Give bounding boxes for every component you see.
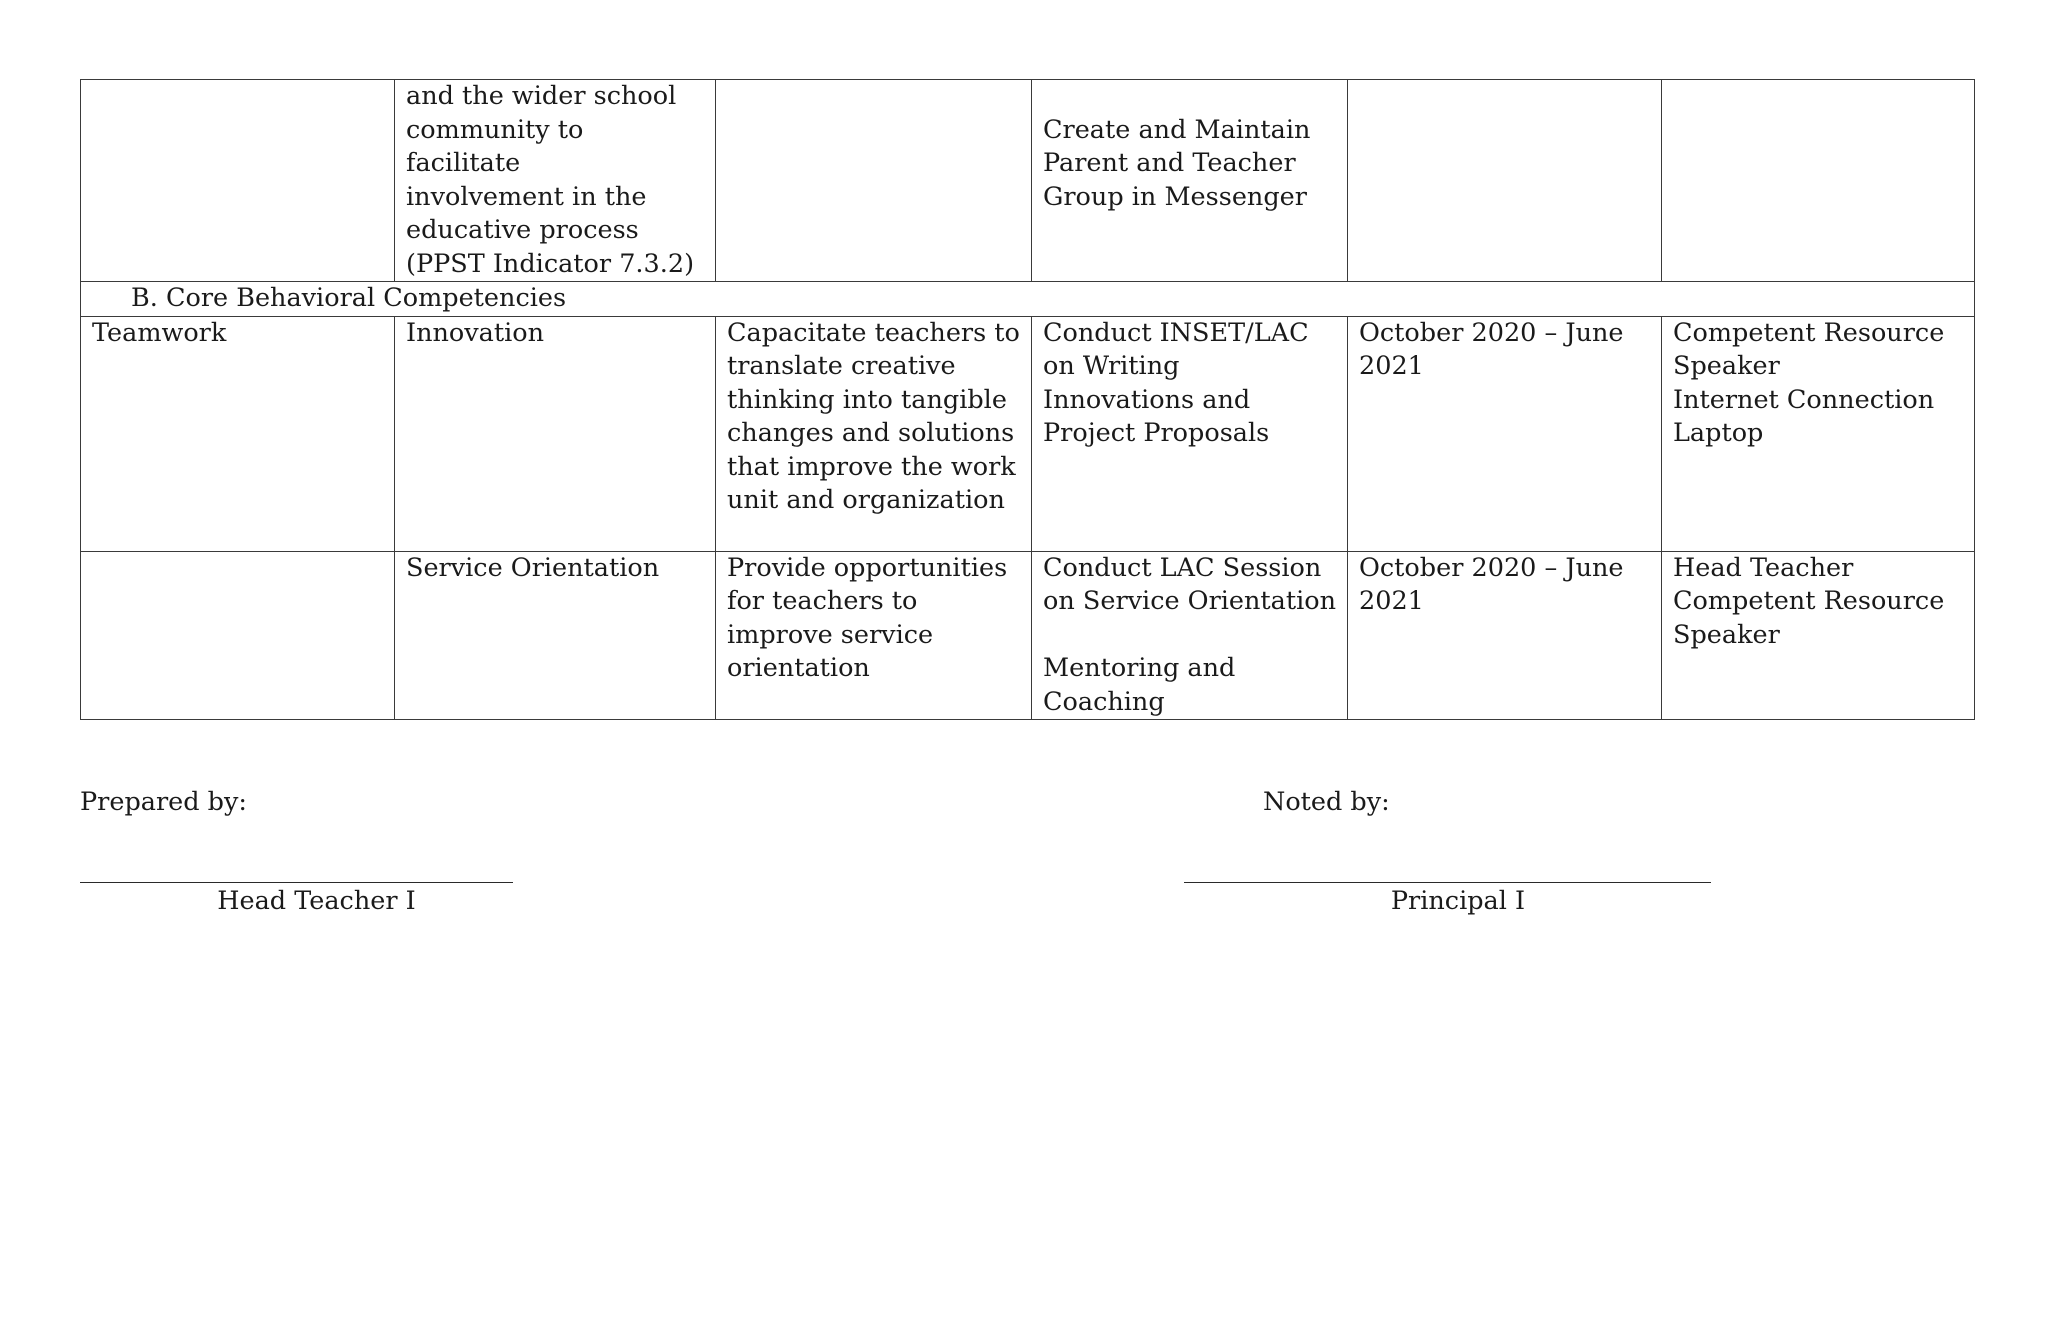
table-cell: Conduct LAC Session on Service Orientation Mentoring and Coaching (1032, 551, 1348, 720)
development-plan-table (80, 79, 1975, 720)
table-row (81, 316, 1975, 551)
table-cell (81, 551, 395, 720)
noted-signature-line (1184, 882, 1711, 883)
table-cell (81, 80, 395, 282)
table-cell: Create and Maintain Parent and Teacher Group in Messenger (1032, 80, 1348, 282)
noted-by-label: Noted by: (1263, 787, 1390, 817)
section-header-row (81, 282, 1975, 317)
noted-by-title: Principal I (1390, 886, 1526, 916)
table-cell: October 2020 – June 2021 (1348, 551, 1662, 720)
prepared-signature-line (80, 882, 513, 883)
table-cell (1662, 80, 1975, 282)
section-header: B. Core Behavioral Competencies (81, 282, 1975, 317)
table-cell: Service Orientation (395, 551, 716, 720)
table-cell: Competent Resource Speaker Internet Connection Laptop (1662, 316, 1975, 551)
prepared-by-label: Prepared by: (80, 787, 247, 817)
table-cell (716, 80, 1032, 282)
table-cell: Innovation (395, 316, 716, 551)
table-row (81, 80, 1975, 282)
table-cell: Provide opportunities for teachers to improve service orientation (716, 551, 1032, 720)
table-cell: Head Teacher Competent Resource Speaker (1662, 551, 1975, 720)
table-cell: Capacitate teachers to translate creative thinking into tangible changes and solutions that improve the work unit and organization (716, 316, 1032, 551)
table-cell: October 2020 – June 2021 (1348, 316, 1662, 551)
table-cell: Teamwork (81, 316, 395, 551)
table-cell (1348, 80, 1662, 282)
prepared-by-title: Head Teacher I (217, 886, 416, 916)
table-cell: Conduct INSET/LAC on Writing Innovations and Project Proposals (1032, 316, 1348, 551)
table-row (81, 551, 1975, 720)
table-cell: and the wider school community to facilitate involvement in the educative process (PPST Indicator 7.3.2) (395, 80, 716, 282)
